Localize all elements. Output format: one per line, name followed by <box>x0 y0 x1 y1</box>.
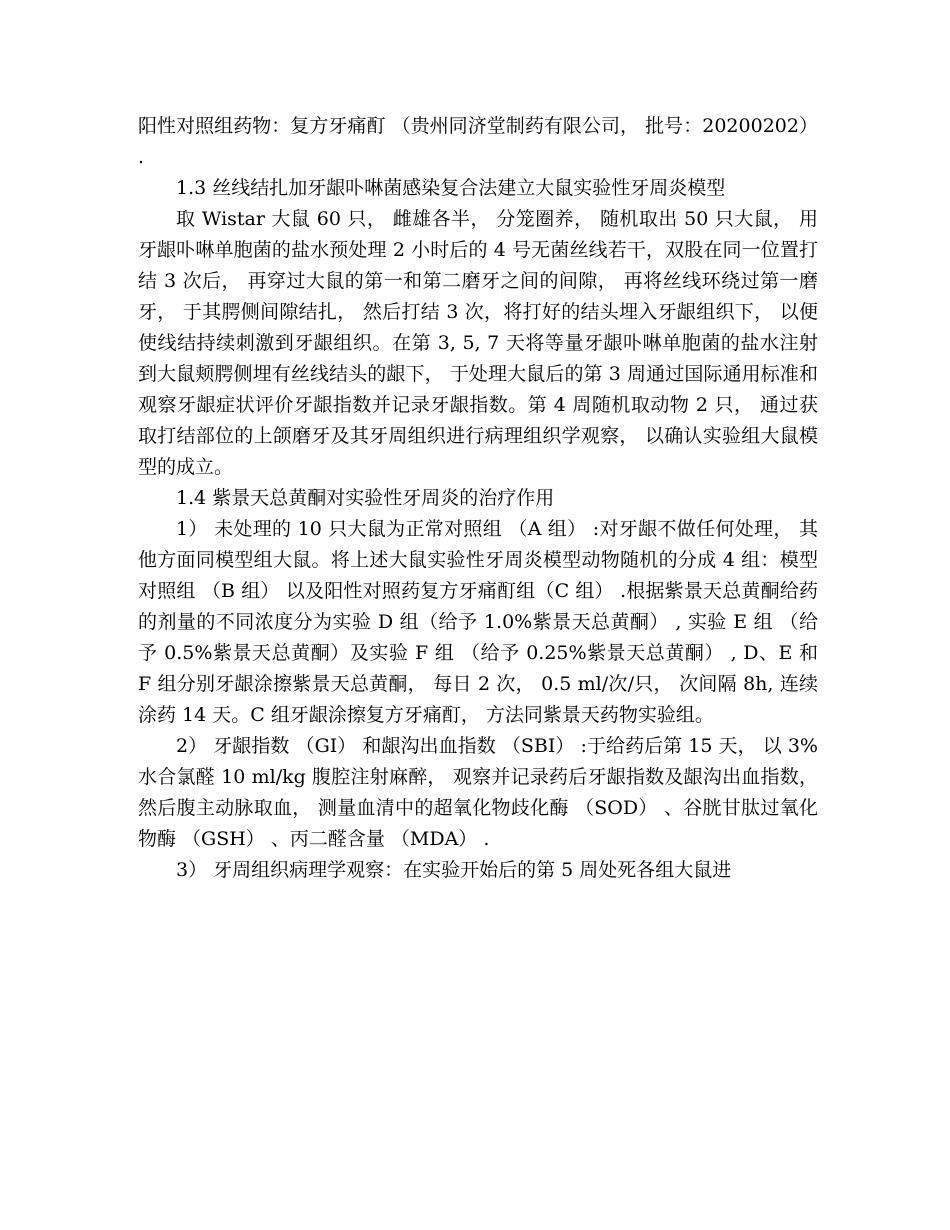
section-heading-1-4: 1.4 紫景天总黄酮对实验性牙周炎的治疗作用 <box>176 487 555 509</box>
document-page <box>138 111 818 1111</box>
paragraph-gingival-index: 2） 牙龈指数 （GI） 和龈沟出血指数 （SBI） :于给药后第 15 天， 以 3%水合氯醛 10 ml/kg 腹腔注射麻醉， 观察并记录药后牙龈指数及龈沟出血指数， 然后腹主动脉取血， 测量血清中的超氧化物歧化酶 （SOD） 、谷胱甘肽过氧化物酶 （GSH） 、丙二醛含量 （MDA） . <box>138 735 818 850</box>
paragraph-model-method: 取 Wistar 大鼠 60 只， 雌雄各半， 分笼圈养， 随机取出 50 只大鼠， 用牙龈卟啉单胞菌的盐水预处理 2 小时后的 4 号无菌丝线若干，双股在同一位置打结 3 次后， 再穿过大鼠的第一和第二磨牙之间的间隙， 再将丝线环绕过第一磨牙， 于其腭侧间隙结扎， 然后打结 3 次，将打好的结头埋入牙龈组织下， 以便使线结持续刺激到牙龈组织。在第 3, 5, 7 天将等量牙龈卟啉单胞菌的盐水注射到大鼠颊腭侧埋有丝线结头的龈下， 于处理大鼠后的第 3 周通过国际通用标准和观察牙龈症状评价牙龈指数并记录牙龈指数。第 4 周随机取动物 2 只， 通过获取打结部位的上颌磨牙及其牙周组织进行病理组织学观察， 以确认实验组大鼠模型的成立。 <box>138 208 818 478</box>
paragraph-grouping: 1） 未处理的 10 只大鼠为正常对照组 （A 组） :对牙龈不做任何处理， 其他方面同模型组大鼠。将上述大鼠实验性牙周炎模型动物随机的分成 4 组：模型对照组 （B 组） 以及阳性对照药复方牙痛酊组（C 组） .根据紫景天总黄酮给药的剂量的不同浓度分为实验 D 组（给予 1.0%紫景天总黄酮） , 实验 E 组 （给予 0.5%紫景天总黄酮）及实验 F 组 （给予 0.25%紫景天总黄酮） , D、E 和 F 组分别牙龈涂擦紫景天总黄酮， 每日 2 次， 0.5 ml/次/只， 次间隔 8h, 连续涂药 14 天。C 组牙龈涂擦复方牙痛酊， 方法同紫景天药物实验组。 <box>138 518 818 726</box>
paragraph-pathology: 3） 牙周组织病理学观察：在实验开始后的第 5 周处死各组大鼠进 <box>176 859 732 881</box>
section-heading-1-3: 1.3 丝线结扎加牙龈卟啉菌感染复合法建立大鼠实验性牙周炎模型 <box>176 177 726 199</box>
paragraph-positive-control-drug: 阳性对照组药物：复方牙痛酊 （贵州同济堂制药有限公司， 批号：20200202） . <box>138 115 818 168</box>
